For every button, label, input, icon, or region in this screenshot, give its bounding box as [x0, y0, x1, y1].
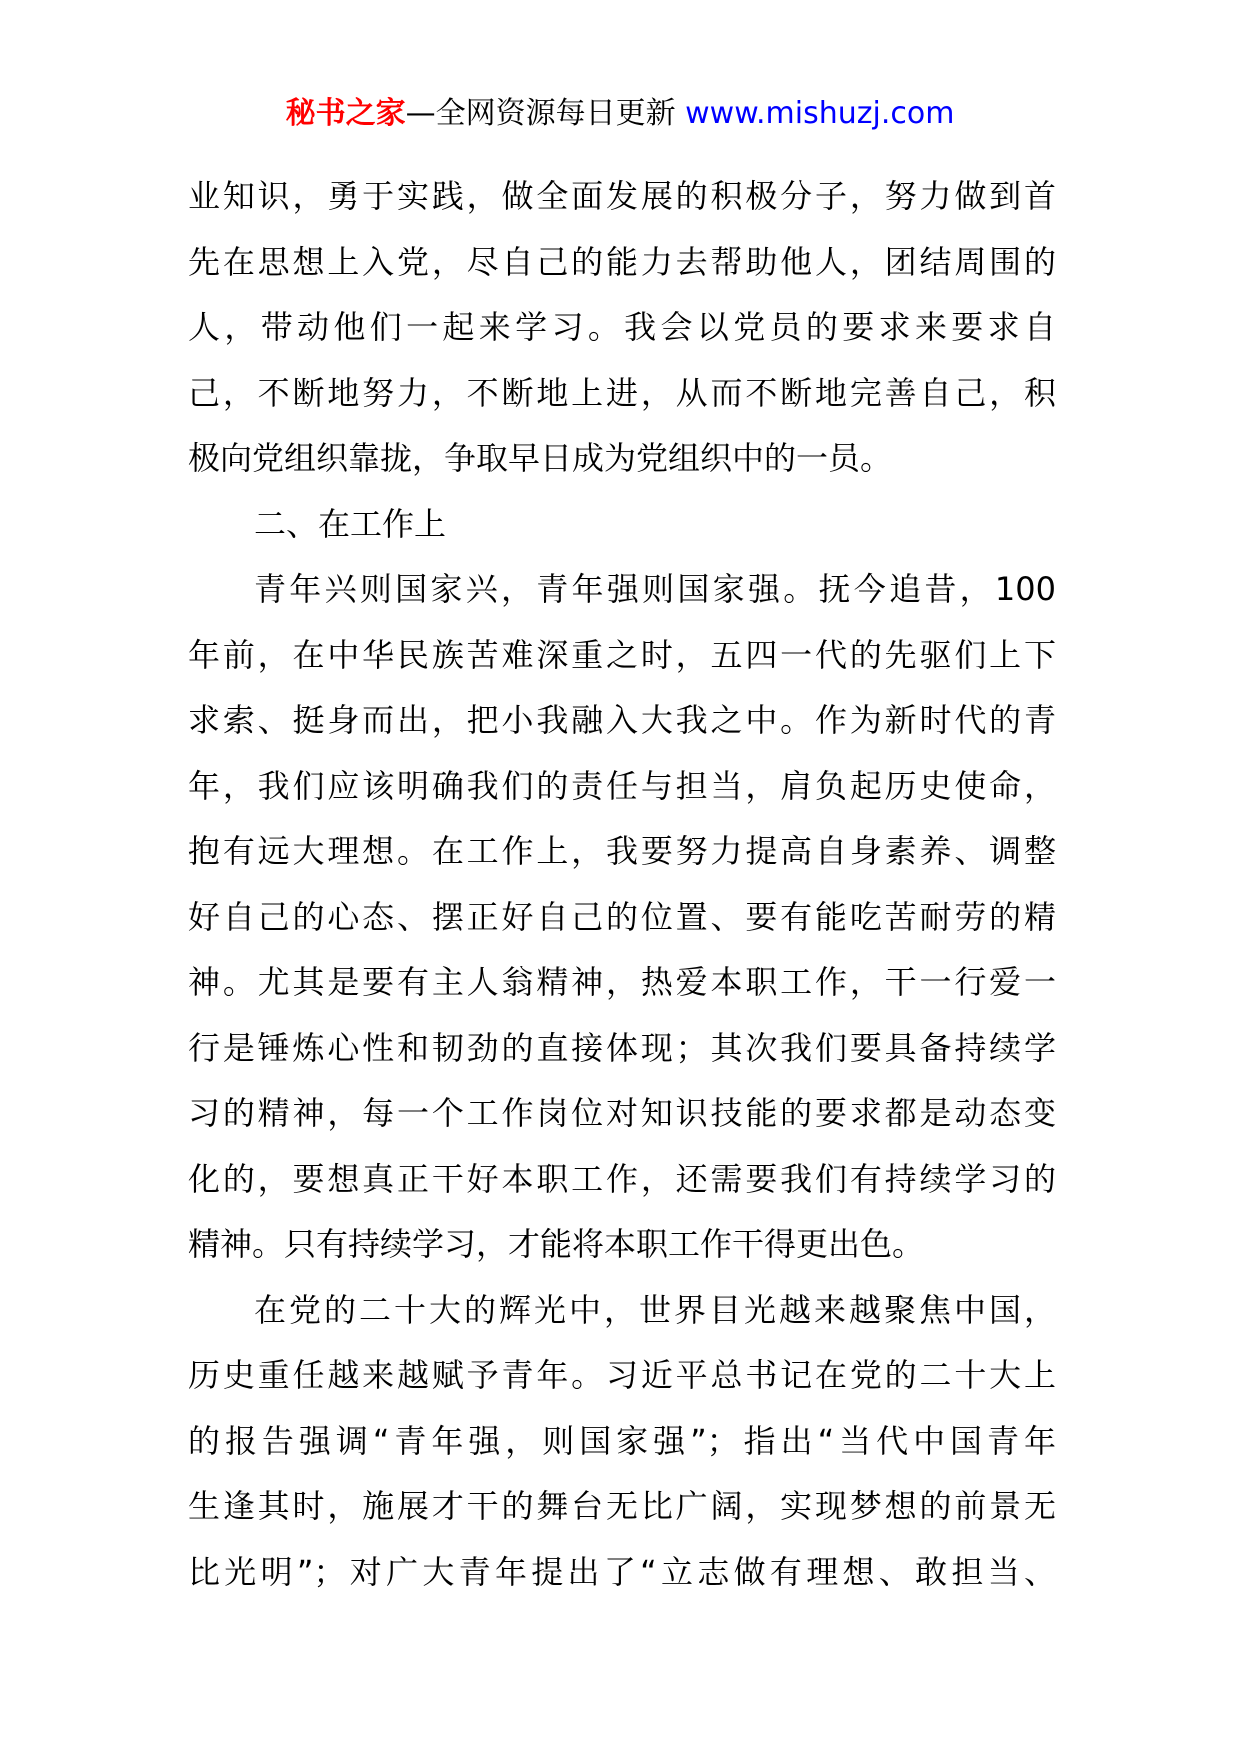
- text-line: 习的精神，每一个工作岗位对知识技能的要求都是动态变: [188, 1094, 1056, 1132]
- text-line: 精神。只有持续学习，才能将本职工作干得更出色。: [188, 1225, 925, 1263]
- text-line: 己，不断地努力，不断地上进，从而不断地完善自己，积: [188, 373, 1056, 412]
- text-line: 人，带动他们一起来学习。我会以党员的要求来要求自: [188, 308, 1056, 346]
- text-line: 极向党组织靠拢，争取早日成为党组织中的一员。: [188, 439, 893, 477]
- brand-name: 秘书之家: [285, 96, 406, 131]
- header-tagline: —全网资源每日更新: [405, 96, 686, 131]
- heading-text: 二、在工作上: [254, 504, 447, 543]
- paragraph: [188, 1278, 1056, 1606]
- text-line: 业知识，勇于实践，做全面发展的积极分子，努力做到首: [188, 177, 1056, 215]
- text-line: 年前，在中华民族苦难深重之时，五四一代的先驱们上下: [188, 635, 1056, 674]
- text-line: 年，我们应该明确我们的责任与担当，肩负起历史使命，: [188, 766, 1056, 805]
- text-line: 求索、挺身而出，把小我融入大我之中。作为新时代的青: [188, 701, 1056, 739]
- paragraph: [188, 164, 1056, 492]
- text-line: 比光明”；对广大青年提出了“立志做有理想、敢担当、: [188, 1552, 1056, 1591]
- text-line: 先在思想上入党，尽自己的能力去帮助他人，团结周围的: [188, 242, 1056, 281]
- text-line: 神。尤其是要有主人翁精神，热爱本职工作，干一行爱一: [188, 963, 1056, 1001]
- section-heading: [188, 492, 1056, 558]
- paragraph: [188, 557, 1056, 1278]
- text-line: 好自己的心态、摆正好自己的位置、要有能吃苦耐劳的精: [188, 897, 1056, 936]
- document-body: [188, 164, 1056, 1605]
- text-line: 行是锤炼心性和韧劲的直接体现；其次我们要具备持续学: [188, 1028, 1056, 1067]
- text-line: 历史重任越来越赋予青年。习近平总书记在党的二十大上: [188, 1356, 1056, 1394]
- text-line: 在党的二十大的辉光中，世界目光越来越聚焦中国，: [254, 1290, 1056, 1329]
- text-line: 生逢其时，施展才干的舞台无比广阔，实现梦想的前景无: [188, 1487, 1056, 1525]
- text-line: 青年兴则国家兴，青年强则国家强。抚今追昔，100: [254, 570, 1056, 608]
- text-line: 的报告强调“青年强，则国家强”；指出“当代中国青年: [188, 1421, 1056, 1460]
- text-line: 抱有远大理想。在工作上，我要努力提高自身素养、调整: [188, 832, 1056, 870]
- text-line: 化的，要想真正干好本职工作，还需要我们有持续学习的: [188, 1159, 1056, 1198]
- site-header: [0, 94, 1240, 134]
- site-url-link[interactable]: www.mishuzj.com: [685, 96, 955, 131]
